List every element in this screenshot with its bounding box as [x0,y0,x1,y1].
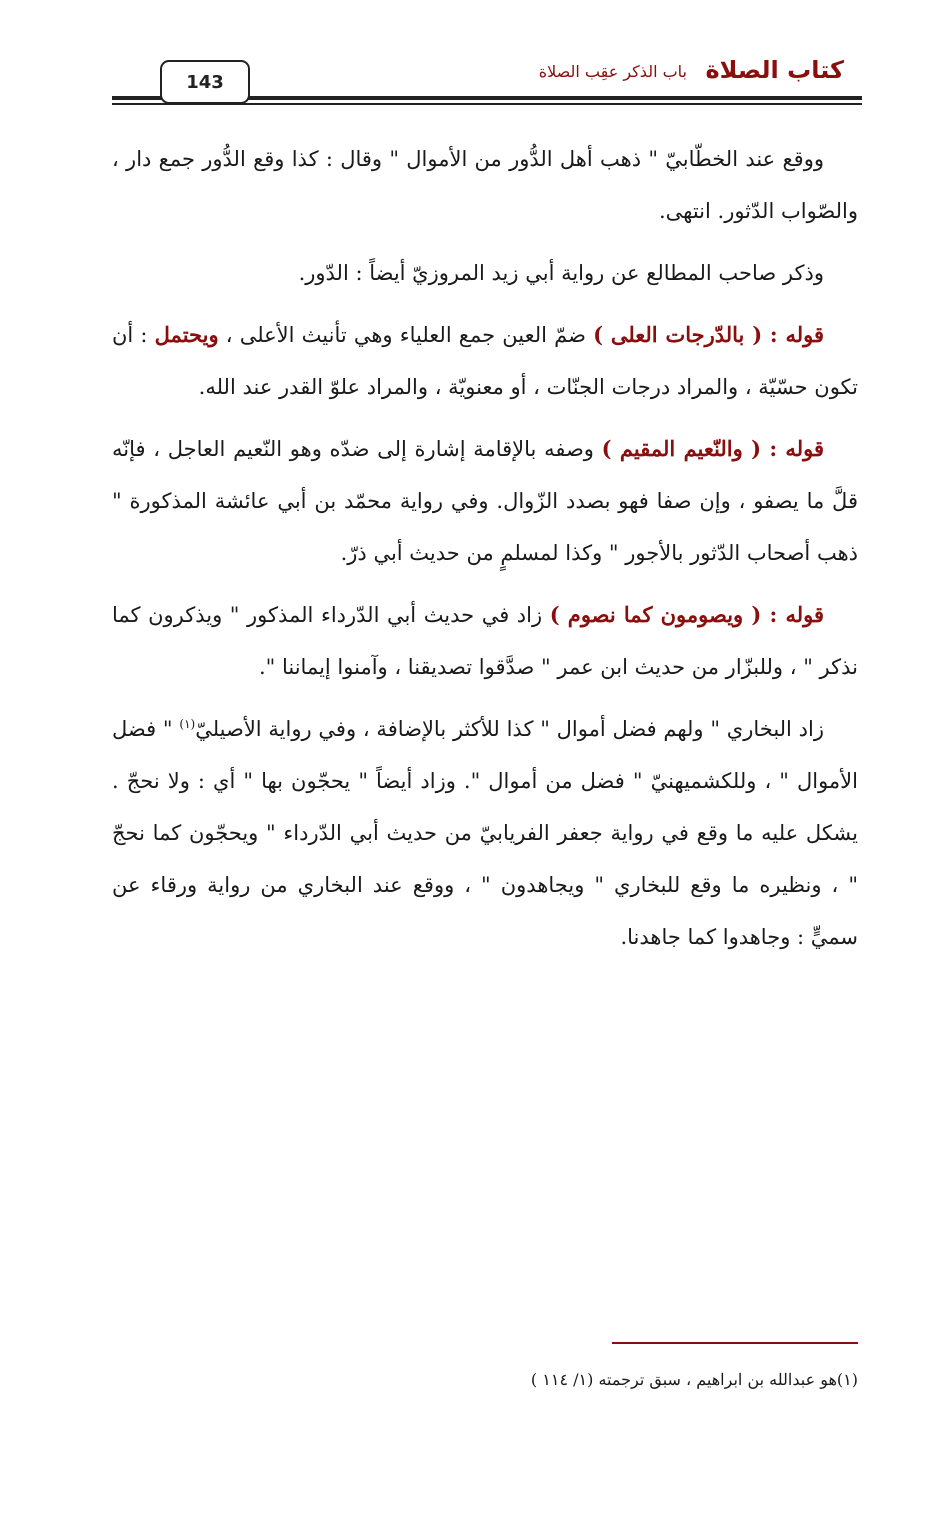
body-text [112,133,858,973]
page-number: 143 [160,60,250,104]
keyword-span: ويحتمل [154,322,219,347]
text-span: ووقع عند الخطّابيّ " ذهب أهل الدُّور من الأموال " وقال : كذا وقع الدُّور جمع دار ، والصّواب الدّثور. انتهى. [112,147,858,223]
text-span: وذكر صاحب المطالع عن رواية أبي زيد المروزيّ أيضاً : الدّور. [298,261,824,285]
footnote: (١)هو عبدالله بن ابراهيم ، سبق ترجمته (١/ ١١٤ ) [530,1370,858,1389]
paragraph [112,423,858,579]
keyword-span: قوله : ( والنّعيم المقيم ) [601,436,824,461]
footnote-separator [612,1342,858,1344]
keyword-span: قوله : ( بالدّرجات العلى ) [593,322,825,347]
paragraph [112,589,858,693]
page-header [112,56,862,112]
footnote-reference: (١) [179,717,196,731]
text-span: وصفه بالإقامة إشارة إلى ضدّه وهو النّعيم العاجل ، فإنّه قلَّ ما يصفو ، وإن صفا فهو بصدد الزّوال. وفي رواية محمّد بن أبي عائشة المذكورة " ذهب أصحاب الدّثور بالأجور " وكذا لمسلمٍ من حديث أبي ذرّ. [112,437,858,565]
paragraph [112,247,858,299]
text-span: ضمّ العين جمع العلياء وهي تأنيث الأعلى ، [218,323,594,347]
paragraph [112,309,858,413]
text-span: " فضل الأموال " ، وللكشميهنيّ " فضل من أموال ". وزاد أيضاً " يحجّون بها " أي : ولا نحجّ . يشكل عليه ما وقع في رواية جعفر الفريابيّ من حديث أبي الدّرداء " ويحجّون كما نحجّ " ، ونظيره ما وقع للبخاري " ويجاهدون " ، ووقع عند البخاري من رواية ورقاء عن سميٍّ : وجاهدوا كما جاهدنا. [112,717,858,949]
text-span: زاد في حديث أبي الدّرداء المذكور " ويذكرون كما نذكر " ، وللبزّار من حديث ابن عمر " صدَّقوا تصديقنا ، وآمنوا إيماننا ". [112,603,858,679]
text-span: : أن تكون حسّيّة ، والمراد درجات الجنّات ، أو معنويّة ، والمراد علوّ القدر عند الله. [112,323,858,399]
paragraph [112,703,858,963]
chapter-title: باب الذكر عقِب الصلاة [538,62,687,81]
text-span: زاد البخاري " ولهم فضل أموال " كذا للأكثر بالإضافة ، وفي رواية الأصيليّ [195,717,824,741]
keyword-span: قوله : ( ويصومون كما نصوم ) [549,602,824,627]
book-title: كتاب الصلاة [705,56,844,84]
paragraph [112,133,858,237]
